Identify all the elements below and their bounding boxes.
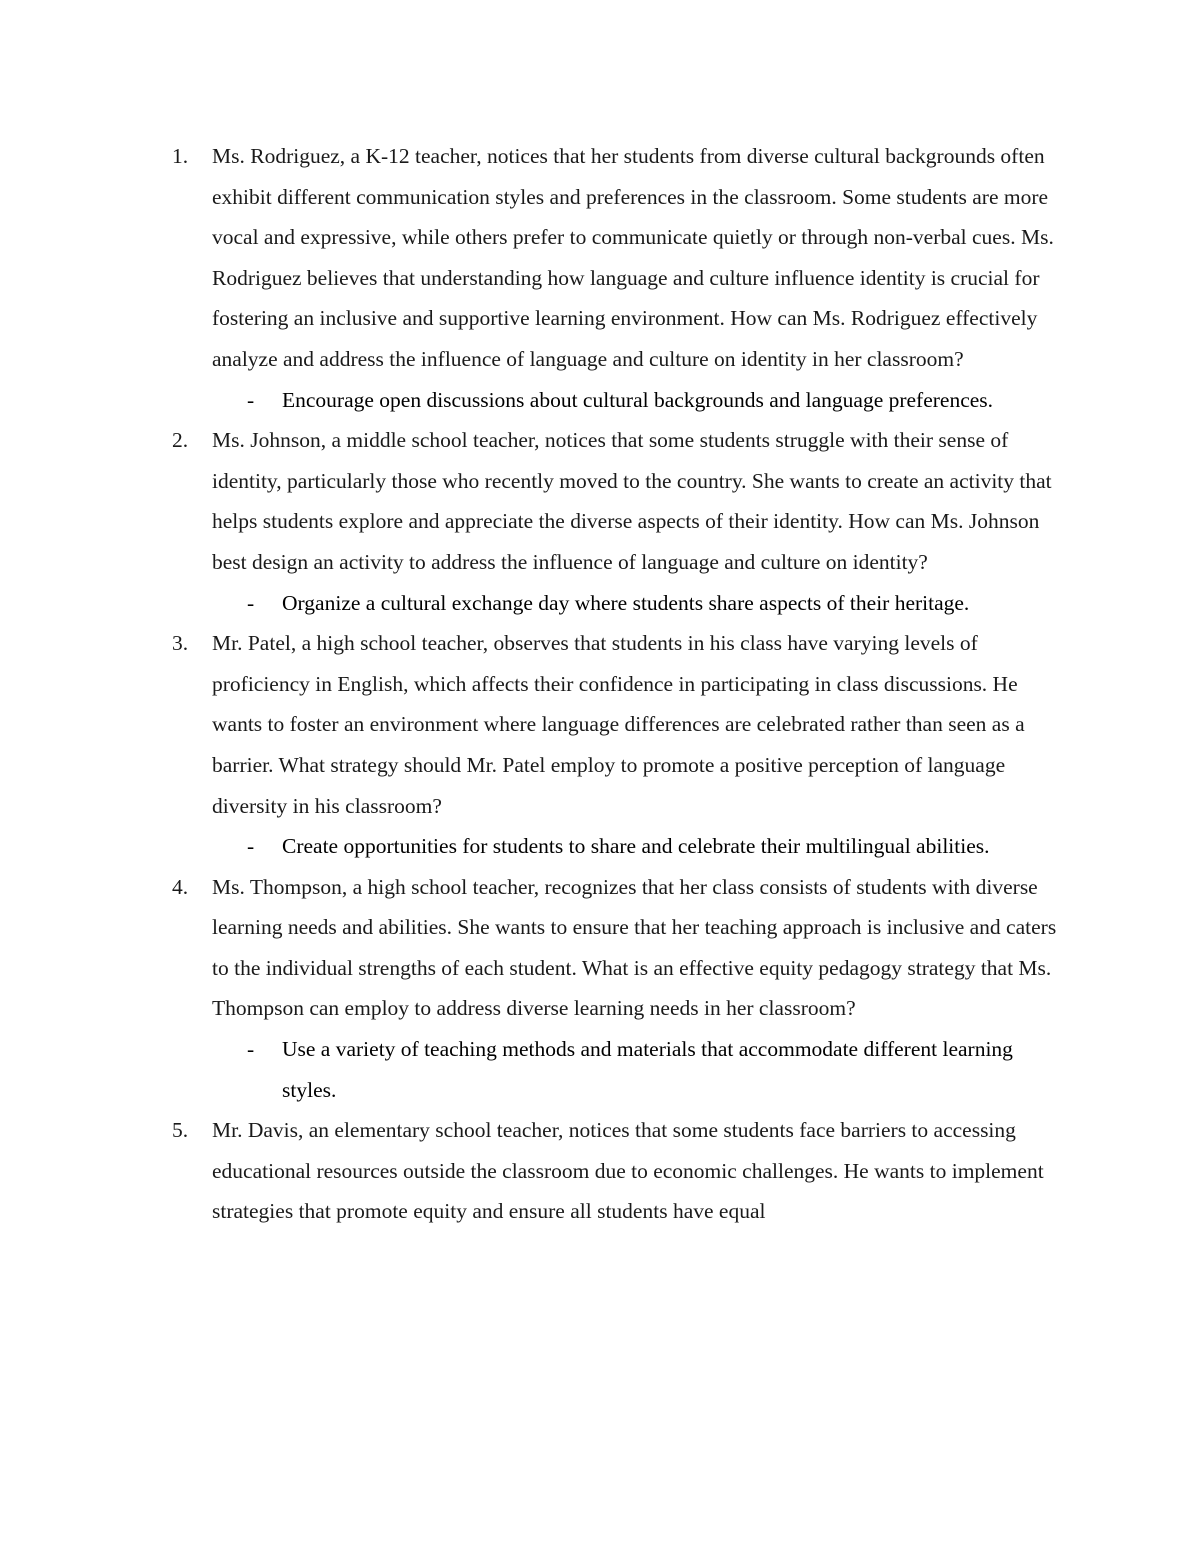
answer-text: Create opportunities for students to share and celebrate their multilingual abilities. [282,834,990,859]
question-number: 2. [172,428,189,453]
answer-item [172,583,1072,624]
answer-item [172,380,1072,421]
answer-item [172,826,1072,867]
answer-text: Encourage open discussions about cultural backgrounds and language preferences. [282,387,994,412]
answer-text: Organize a cultural exchange day where students share aspects of their heritage. [282,590,970,615]
question-item-1 [172,136,1072,420]
question-text: Mr. Davis, an elementary school teacher, notices that some students face barriers to accessing educational resources outside the classroom due to economic challenges. He wants to implement strategies that promote equity and ensure all students have equal [212,1118,1044,1224]
question-number: 1. [172,144,189,168]
question-item-4 [172,867,1072,1111]
answer-text: Use a variety of teaching methods and materials that accommodate different learning styles. [282,1037,1013,1102]
question-text: Ms. Rodriguez, a K-12 teacher, notices that her students from diverse cultural backgrounds often exhibit different communication styles and preferences in the classroom. Some students are more vocal and expressive, while others prefer to communicate quietly or through non-verbal cues. Ms. Rodriguez believes that understanding how language and culture influence identity is crucial for fostering an inclusive and supportive learning environment. How can Ms. Rodriguez effectively analyze and address the influence of language and culture on identity in her classroom? [212,144,1054,371]
question-text: Mr. Patel, a high school teacher, observes that students in his class have varying levels of proficiency in English, which affects their confidence in participating in class discussions. He wants to foster an environment where language differences are celebrated rather than seen as a barrier. What strategy should Mr. Patel employ to promote a positive perception of language diversity in his classroom? [212,631,1025,818]
question-item-3 [172,623,1072,867]
answer-dash: - [247,590,255,615]
answer-item [172,1029,1072,1110]
question-number: 3. [172,631,189,656]
question-number: 4. [172,874,189,899]
answer-dash: - [247,387,255,412]
question-item-5 [172,1110,1072,1232]
question-text: Ms. Johnson, a middle school teacher, notices that some students struggle with their sense of identity, particularly those who recently moved to the country. She wants to create an activity that helps students explore and appreciate the diverse aspects of their identity. How can Ms. Johnson best design an activity to address the influence of language and culture on identity? [212,428,1052,574]
answer-dash: - [247,1037,255,1062]
question-text: Ms. Thompson, a high school teacher, recognizes that her class consists of students with diverse learning needs and abilities. She wants to ensure that her teaching approach is inclusive and caters to the individual strengths of each student. What is an effective equity pedagogy strategy that Ms. Thompson can employ to address diverse learning needs in her classroom? [212,874,1057,1021]
question-number: 5. [172,1118,189,1143]
answer-dash: - [247,834,255,859]
question-list [172,136,1072,1232]
question-item-2 [172,420,1072,623]
